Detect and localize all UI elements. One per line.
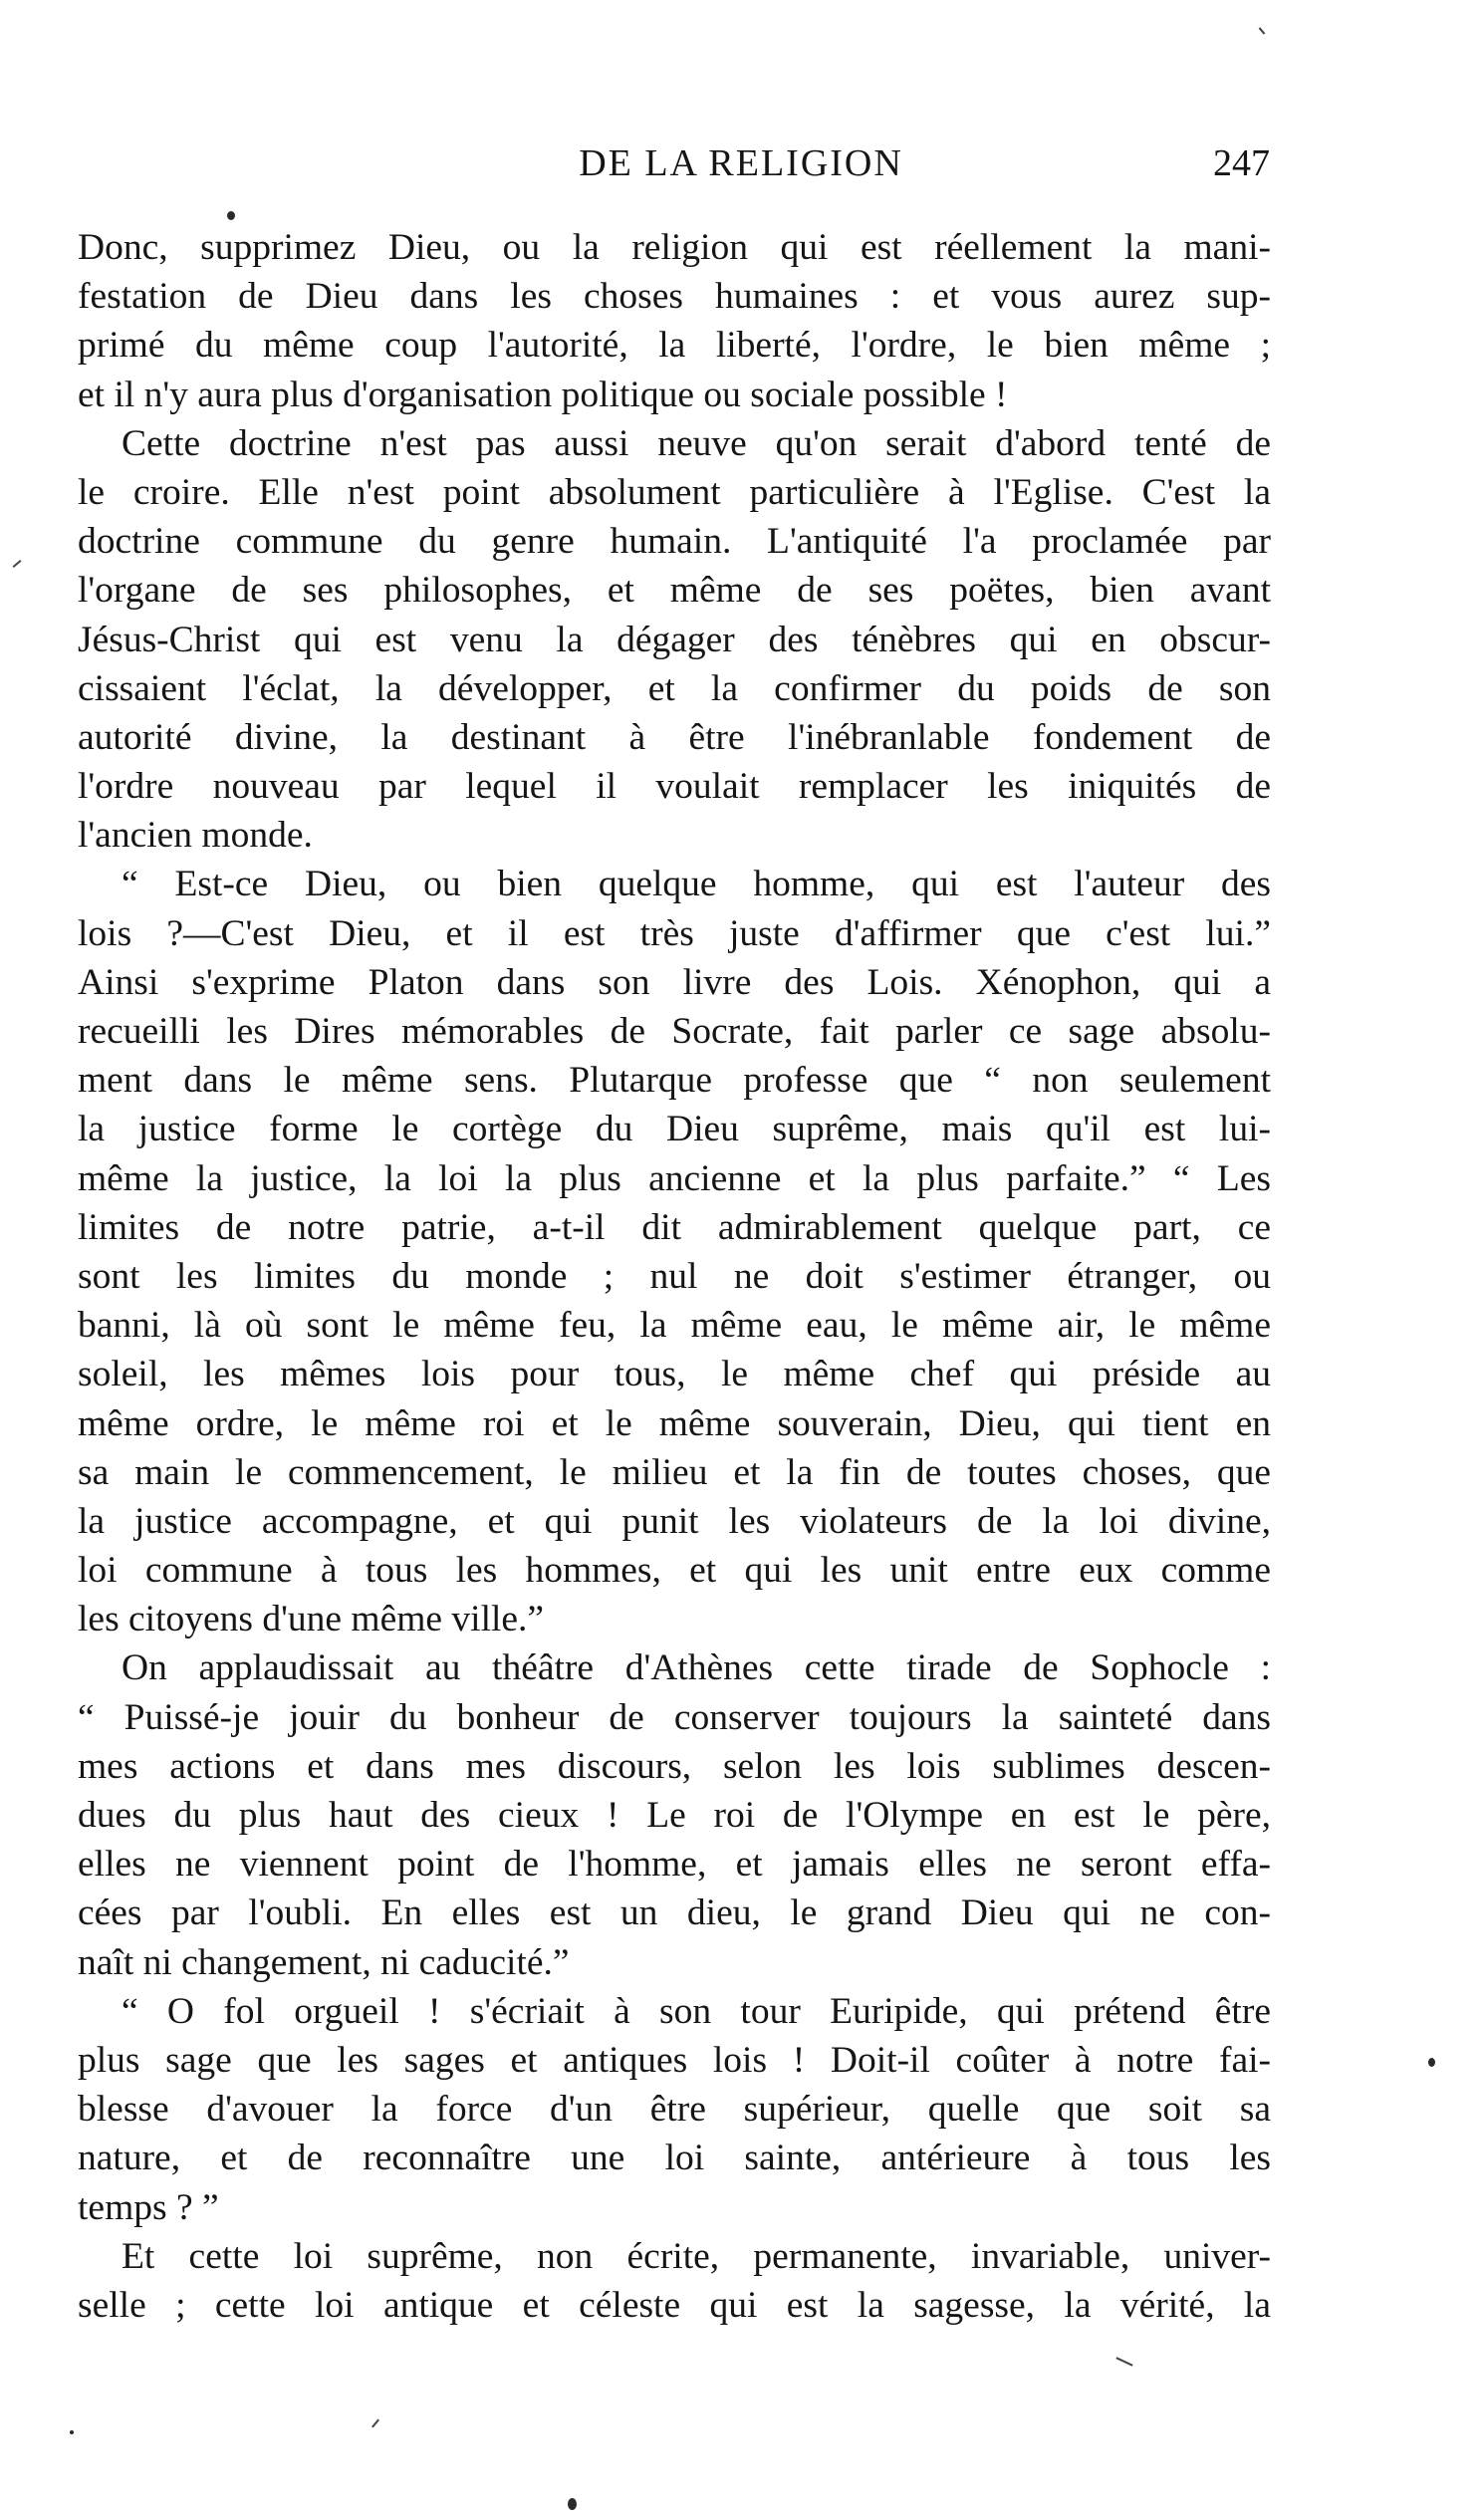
scan-mark: [13, 560, 22, 568]
paragraph: [78, 419, 1271, 861]
text-line: ment dans le même sens. Plutarque professe que “ non seulement: [78, 1060, 1271, 1102]
paragraph: [78, 860, 1271, 1643]
text-line: Jésus-Christ qui est venu la dégager des ténèbres qui en obscur-: [78, 619, 1271, 660]
text-line: l'ancien monde.: [78, 815, 313, 857]
text-line: et il n'y aura plus d'organisation politique ou sociale possible !: [78, 374, 1008, 415]
paragraph: [78, 2232, 1271, 2330]
text-line: temps ? ”: [78, 2186, 219, 2228]
text-line: lois ?—C'est Dieu, et il est très juste d'affirmer que c'est lui.”: [78, 912, 1271, 954]
text-line: recueilli les Dires mémorables de Socrate, fait parler ce sage absolu-: [78, 1011, 1271, 1052]
paragraph: [78, 1643, 1271, 1986]
paragraph: [78, 1987, 1271, 2232]
scan-speck: [1428, 2058, 1435, 2067]
text-line: “ Puissé-je jouir du bonheur de conserver toujours la sainteté dans: [78, 1696, 1271, 1738]
text-line: plus sage que les sages et antiques lois ! Doit-il coûter à notre fai-: [78, 2039, 1271, 2081]
text-line: sont les limites du monde ; nul ne doit s'estimer étranger, ou: [78, 1255, 1271, 1297]
text-line: la justice forme le cortège du Dieu suprême, mais qu'il est lui-: [78, 1109, 1271, 1150]
text-line: soleil, les mêmes lois pour tous, le même chef qui préside au: [78, 1354, 1271, 1395]
text-line: festation de Dieu dans les choses humaines : et vous aurez sup-: [78, 276, 1271, 318]
text-line: mes actions et dans mes discours, selon les lois sublimes descen-: [78, 1745, 1271, 1787]
text-line: limites de notre patrie, a-t-il dit admirablement quelque part, ce: [78, 1206, 1271, 1248]
text-line: selle ; cette loi antique et céleste qui est la sagesse, la vérité, la: [78, 2284, 1271, 2326]
scan-speck: [227, 211, 235, 220]
scan-mark: [1115, 2357, 1132, 2366]
scan-mark: [371, 2419, 379, 2428]
text-line: cissaient l'éclat, la développer, et la confirmer du poids de son: [78, 667, 1271, 709]
text-line: la justice accompagne, et qui punit les violateurs de la loi divine,: [78, 1500, 1271, 1542]
text-line: Ainsi s'exprime Platon dans son livre des Lois. Xénophon, qui a: [78, 961, 1271, 1003]
text-line: On applaudissait au théâtre d'Athènes cette tirade de Sophocle :: [122, 1647, 1271, 1689]
body-text: [78, 223, 1271, 2330]
page-number: 247: [1213, 142, 1270, 184]
running-header: [0, 141, 1482, 201]
text-line: “ O fol orgueil ! s'écriait à son tour Euripide, qui prétend être: [122, 1990, 1271, 2032]
text-line: cées par l'oubli. En elles est un dieu, le grand Dieu qui ne con-: [78, 1892, 1271, 1934]
text-line: naît ni changement, ni caducité.”: [78, 1941, 570, 1983]
running-title: DE LA RELIGION: [579, 142, 903, 184]
scan-mark: [1259, 27, 1266, 34]
text-line: l'organe de ses philosophes, et même de ses poëtes, bien avant: [78, 570, 1271, 612]
text-line: même la justice, la loi la plus ancienne et la plus parfaite.” “ Les: [78, 1157, 1271, 1199]
text-line: primé du même coup l'autorité, la liberté, l'ordre, le bien même ;: [78, 325, 1271, 367]
text-line: banni, là où sont le même feu, la même eau, le même air, le même: [78, 1305, 1271, 1347]
text-line: le croire. Elle n'est point absolument particulière à l'Eglise. C'est la: [78, 471, 1271, 513]
text-line: l'ordre nouveau par lequel il voulait remplacer les iniquités de: [78, 766, 1271, 808]
text-line: autorité divine, la destinant à être l'inébranlable fondement de: [78, 716, 1271, 758]
text-line: dues du plus haut des cieux ! Le roi de l'Olympe en est le père,: [78, 1795, 1271, 1836]
text-line: doctrine commune du genre humain. L'antiquité l'a proclamée par: [78, 521, 1271, 563]
text-line: Et cette loi suprême, non écrite, permanente, invariable, univer-: [122, 2235, 1271, 2277]
text-line: nature, et de reconnaître une loi sainte, antérieure à tous les: [78, 2138, 1271, 2179]
paragraph: [78, 223, 1271, 419]
scan-speck: [70, 2430, 74, 2434]
text-line: elles ne viennent point de l'homme, et jamais elles ne seront effa-: [78, 1844, 1271, 1886]
text-line: Donc, supprimez Dieu, ou la religion qui est réellement la mani-: [78, 227, 1271, 268]
text-line: même ordre, le même roi et le même souverain, Dieu, qui tient en: [78, 1402, 1271, 1444]
text-line: loi commune à tous les hommes, et qui les unit entre eux comme: [78, 1550, 1271, 1592]
text-line: les citoyens d'une même ville.”: [78, 1599, 545, 1640]
text-line: blesse d'avouer la force d'un être supérieur, quelle que soit sa: [78, 2089, 1271, 2131]
text-line: Cette doctrine n'est pas aussi neuve qu'on serait d'abord tenté de: [122, 422, 1271, 464]
scan-speck: [568, 2498, 577, 2510]
text-line: sa main le commencement, le milieu et la fin de toutes choses, que: [78, 1451, 1271, 1493]
text-line: “ Est-ce Dieu, ou bien quelque homme, qui est l'auteur des: [122, 864, 1271, 905]
